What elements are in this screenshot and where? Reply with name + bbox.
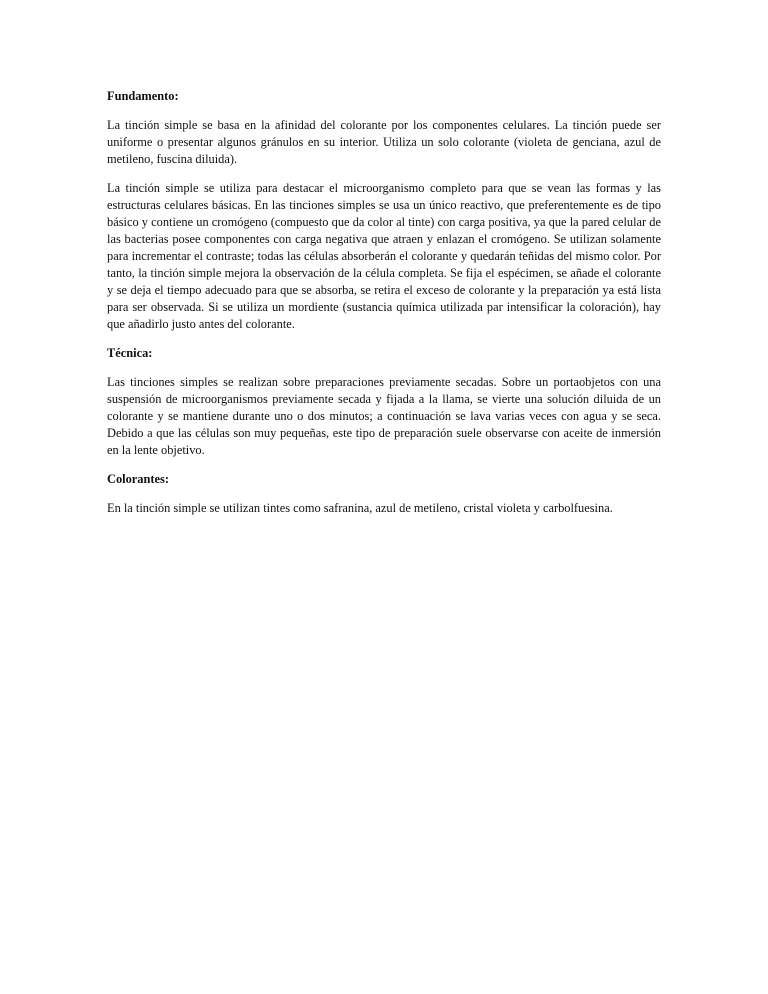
paragraph: En la tinción simple se utilizan tintes como safranina, azul de metileno, cristal violeta y carbolfuesina. [107,501,613,515]
paragraph: Las tinciones simples se realizan sobre preparaciones previamente secadas. Sobre un portaobjetos con una suspensión de microorganismos previamente secada y fijada a la llama, se vierte una solución diluida de un colorante y se mantiene durante uno o dos minutos; a continuación se lava varias veces con agua y se seca. Debido a que las células son muy pequeñas, este tipo de preparación suele observarse con aceite de inmersión en la lente objetivo. [107,375,661,457]
section-tecnica [107,345,661,459]
section-heading: Técnica: [107,346,153,360]
section-fundamento [107,88,661,333]
section-heading: Colorantes: [107,472,169,486]
paragraph: La tinción simple se basa en la afinidad del colorante por los componentes celulares. La tinción puede ser uniforme o presentar algunos gránulos en su interior. Utiliza un solo colorante (violeta de genciana, azul de metileno, fuscina diluida). [107,118,661,166]
section-colorantes [107,471,661,517]
section-heading: Fundamento: [107,89,179,103]
document-page [107,88,661,529]
paragraph: La tinción simple se utiliza para destacar el microorganismo completo para que se vean las formas y las estructuras celulares básicas. En las tinciones simples se usa un único reactivo, que preferentemente es de tipo básico y contiene un cromógeno (compuesto que da color al tinte) con carga positiva, ya que la pared celular de las bacterias posee componentes con carga negativa que atraen y enlazan el cromógeno. Se utilizan solamente para incrementar el contraste; todas las células absorberán el colorante y quedarán teñidas del mismo color. Por tanto, la tinción simple mejora la observación de la célula completa. Se fija el espécimen, se añade el colorante y se deja el tiempo adecuado para que se absorba, se retira el exceso de colorante y la preparación ya está lista para ser observada. Si se utiliza un mordiente (sustancia química utilizada par intensificar la coloración), hay que añadirlo justo antes del colorante. [107,181,661,331]
